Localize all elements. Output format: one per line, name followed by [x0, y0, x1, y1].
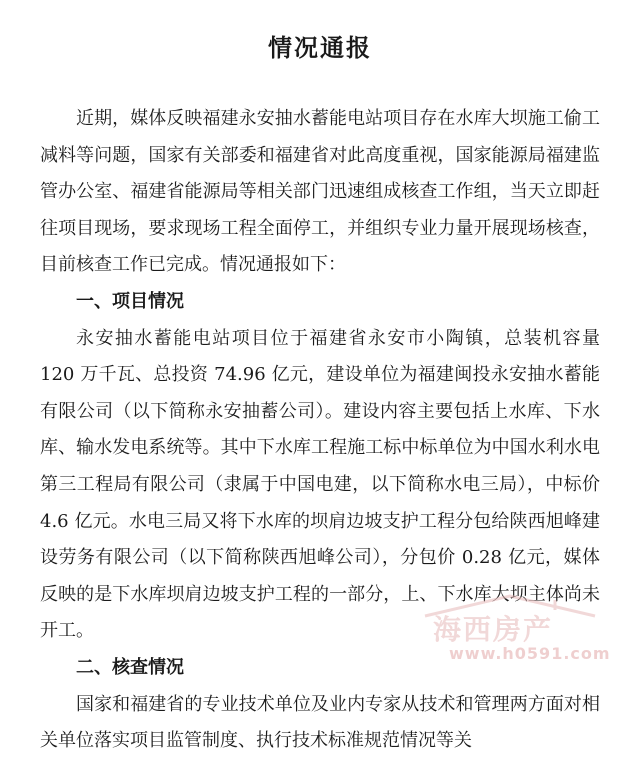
- watermark-url: www.h0591.com: [449, 644, 611, 663]
- document-title: 情况通报: [268, 34, 372, 62]
- inspection-paragraph: 国家和福建省的专业技术单位及业内专家从技术和管理两方面对相关单位落实项目监管制度、执行技术标准规范情况等关: [40, 693, 600, 752]
- section-heading-inspection: 二、核查情况: [76, 656, 184, 678]
- section-heading-project: 一、项目情况: [76, 290, 184, 312]
- project-paragraph: 永安抽水蓄能电站项目位于福建省永安市小陶镇，总装机容量 120 万千瓦、总投资 74.96 亿元，建设单位为福建闽投永安抽水蓄能有限公司（以下简称永安抽蓄公司）。建设内容主要包括上水库、下水库、输水发电系统等。其中下水库工程施工标中标单位为中国水利水电第三工程局有限公司（隶属于中国电建，以下简称水电三局），中标价 4.6 亿元。水电三局又将下水库的坝肩边坡支护工程分包给陕西旭峰建设劳务有限公司（以下简称陕西旭峰公司），分包价 0.28 亿元，媒体反映的是下水库坝肩边坡支护工程的一部分，上、下水库大坝主体尚未开工。: [40, 327, 600, 642]
- document-body: [40, 101, 600, 760]
- intro-paragraph: 近期，媒体反映福建永安抽水蓄能电站项目存在水库大坝施工偷工减料等问题，国家有关部委和福建省对此高度重视，国家能源局福建监管办公室、福建省能源局等相关部门迅速组成核查工作组，当天立即赶往项目现场，要求现场工程全面停工，并组织专业力量开展现场核查，目前核查工作已完成。情况通报如下：: [40, 108, 600, 276]
- watermark-text: 海西房产: [433, 613, 554, 646]
